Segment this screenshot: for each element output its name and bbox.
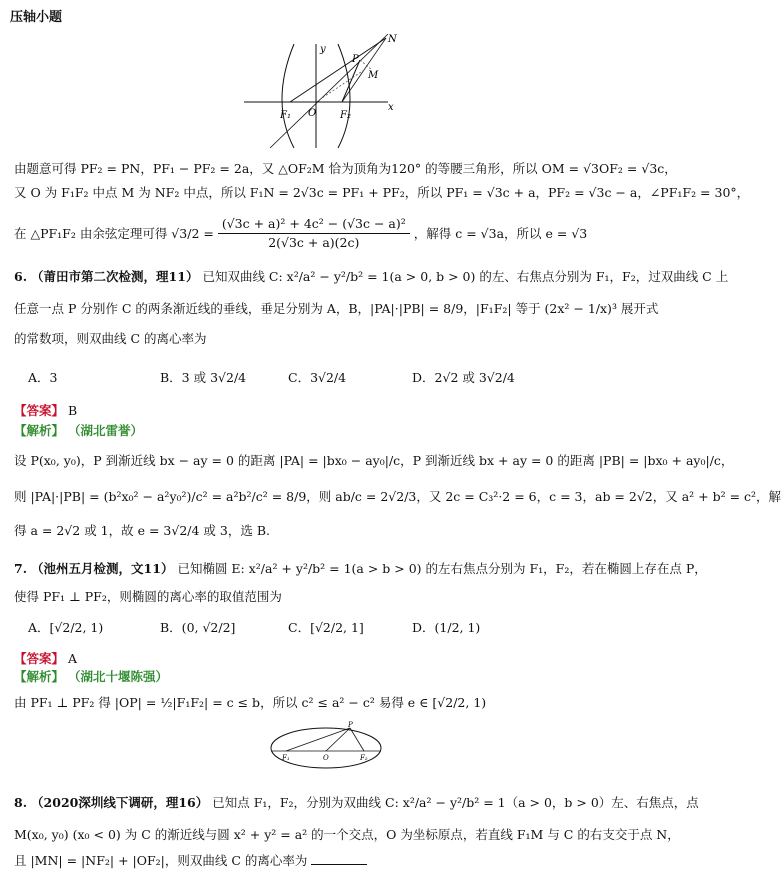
q7-analysis-header — [14, 668, 168, 686]
q7-option-a: A．[√2/2, 1) — [28, 620, 104, 635]
label-p: P — [352, 54, 359, 65]
q7-line2: 使得 PF₁ ⊥ PF₂，则椭圆的离心率的取值范围为 — [14, 589, 282, 604]
sol5-line3-start: 在 △PF₁F₂ 由余弦定理可得 √3/2 = — [14, 225, 214, 241]
sol5-numerator: (√3c + a)² + 4c² − (√3c − a)² — [218, 215, 410, 234]
label-x: x — [388, 102, 394, 113]
q7-answer-label: 【答案】 — [14, 651, 65, 666]
sol5-line3-end: ，解得 c = √3a，所以 e = √3 — [413, 225, 588, 241]
q8-text1: 已知点 F₁，F₂，分别为双曲线 C: x²/a² − y²/b² = 1（a > 0，b > 0）左、右焦点，点 — [212, 795, 699, 810]
ellipse — [271, 728, 381, 768]
q6-option-d: D．2√2 或 3√2/4 — [412, 370, 515, 385]
q6-answer — [14, 402, 77, 420]
q6-source: （莆田市第二次检测，理11） — [31, 269, 199, 284]
q6-text1: 已知双曲线 C: x²/a² − y²/b² = 1(a > 0, b > 0) 的左、右焦点分别为 F₁，F₂，过双曲线 C 上 — [202, 269, 729, 284]
q8-text3: 且 |MN| = |NF₂| + |OF₂|，则双曲线 C 的离心率为 — [14, 853, 308, 868]
q6-line1 — [14, 268, 728, 286]
q6-sol-line1: 设 P(x₀, y₀)，P 到渐近线 bx − ay = 0 的距离 |PA| = |bx₀ − ay₀|/c，P 到渐近线 bx + ay = 0 的距离 |PB| = |bx₀ + ay₀|/c， — [14, 453, 734, 468]
sol5-line3 — [14, 215, 587, 252]
q7-option-c: C．[√2/2, 1] — [288, 620, 364, 635]
q7-line1 — [14, 560, 707, 578]
hyperbola-figure — [240, 30, 400, 156]
section-title: 压轴小题 — [10, 10, 63, 25]
q6-analysis-label: 【解析】 — [14, 423, 65, 438]
sol5-fraction — [218, 215, 410, 252]
q6-option-c: C．3√2/4 — [288, 370, 347, 385]
label-y: y — [320, 44, 326, 55]
q8-line1 — [14, 794, 699, 812]
answer-blank[interactable] — [311, 852, 367, 865]
q6-analysis-source: （湖北雷誉） — [68, 423, 144, 438]
q7-analysis-label: 【解析】 — [14, 669, 65, 684]
q6-answer-value: B — [68, 403, 78, 418]
label-m: M — [368, 70, 379, 81]
q6-line3: 的常数项，则双曲线 C 的离心率为 — [14, 331, 207, 346]
q7-option-d: D．(1/2, 1) — [412, 620, 481, 635]
q6-line2: 任意一点 P 分别作 C 的两条渐近线的垂线，垂足分别为 A，B，|PA|·|PB| = 8/9，|F₁F₂| 等于 (2x² − 1/x)³ 展开式 — [14, 301, 659, 316]
q6-sol-line2: 则 |PA|·|PB| = (b²x₀² − a²y₀²)/c² = a²b²/c² = 8/9，则 ab/c = 2√2/3，又 2c = C₃²·2 = 6，c = 3，ab = 2√2，又 a² + b² = c²，解 — [14, 489, 781, 504]
label-o: O — [308, 108, 317, 119]
sol5-denominator: 2(√3c + a)(2c) — [268, 235, 360, 250]
ellipse-figure — [268, 720, 388, 772]
q7-analysis-source: （湖北十堰陈强） — [68, 669, 169, 684]
q6-sol-line3: 得 a = 2√2 或 1，故 e = 3√2/4 或 3，选 B. — [14, 523, 270, 538]
right-branch — [338, 44, 350, 148]
left-branch — [282, 44, 294, 148]
q7-answer-value: A — [68, 651, 78, 666]
q7-source: （池州五月检测，文11） — [31, 561, 174, 576]
line-op — [326, 728, 350, 751]
q6-number: 6. — [14, 269, 28, 284]
label-f2: F₂ — [340, 110, 351, 121]
q8-number: 8. — [14, 795, 28, 810]
asymptote — [270, 34, 388, 148]
q8-source: （2020深圳线下调研，理16） — [31, 795, 209, 810]
q7-text1: 已知椭圆 E: x²/a² + y²/b² = 1(a > b > 0) 的左右焦点分别为 F₁，F₂，若在椭圆上存在点 P， — [177, 561, 707, 576]
label-p2: P — [348, 721, 353, 729]
q7-option-b: B．(0, √2/2] — [160, 620, 236, 635]
q7-sol-line1: 由 PF₁ ⊥ PF₂ 得 |OP| = ½|F₁F₂| = c ≤ b，所以 c² ≤ a² − c² 易得 e ∈ [√2/2, 1) — [14, 695, 487, 710]
line-pf2 — [342, 60, 360, 102]
q6-analysis-header — [14, 422, 143, 440]
q8-line3 — [14, 852, 367, 870]
line-om — [316, 70, 364, 102]
label-n: N — [388, 34, 397, 45]
q7-number: 7. — [14, 561, 28, 576]
q7-answer — [14, 650, 77, 668]
label-o2: O — [323, 754, 329, 762]
label-f1: F₁ — [280, 110, 291, 121]
q8-line2: M(x₀, y₀) (x₀ < 0) 为 C 的渐近线与圆 x² + y² = a² 的一个交点，O 为坐标原点，若直线 F₁M 与 C 的右支交于点 N， — [14, 827, 680, 842]
label-f2-2: F₂ — [360, 754, 368, 762]
label-f1-2: F₁ — [282, 754, 290, 762]
q6-option-a: A．3 — [28, 370, 58, 385]
sol5-line1: 由题意可得 PF₂ = PN，PF₁ − PF₂ = 2a，又 △OF₂M 恰为顶角为120° 的等腰三角形，所以 OM = √3OF₂ = √3c， — [14, 161, 677, 176]
sol5-line2: 又 O 为 F₁F₂ 中点 M 为 NF₂ 中点，所以 F₁N = 2√3c = PF₁ + PF₂，所以 PF₁ = √3c + a，PF₂ = √3c − a，∠PF₁F₂ = 30°， — [14, 185, 750, 200]
q6-option-b: B．3 或 3√2/4 — [160, 370, 247, 385]
q6-answer-label: 【答案】 — [14, 403, 65, 418]
